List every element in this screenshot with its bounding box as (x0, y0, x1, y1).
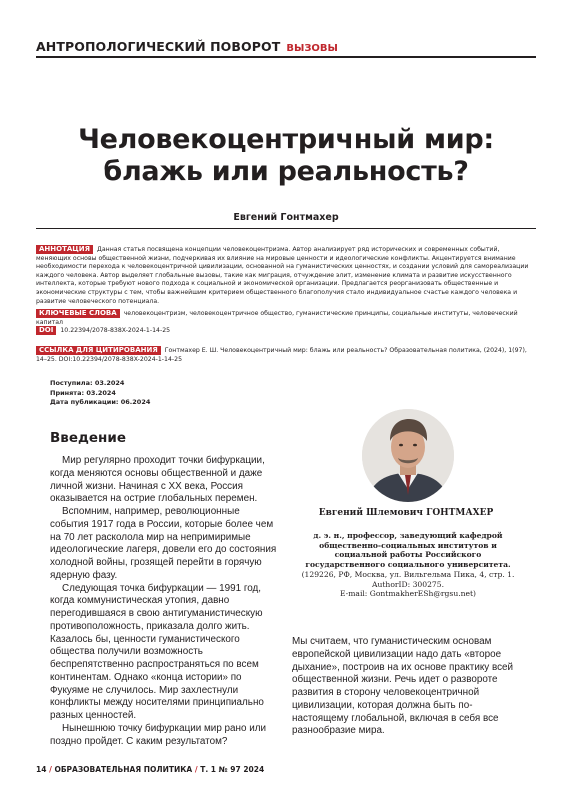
abstract-text: Данная статья посвящена концепции человекоцентризма. Автор анализирует ряд исторических и современных событий, меняющих основы общественной жизни, подчеркивая их влияние на мировые ценности и идеологические конфликты. Акцентируется внимание необходимости перехода к человекоцентричной цивилизации, основанной на гуманистических ценностях, и создании условий для самореализации каждого человека. Автор выделяет глобальные вызовы, такие как миграция, отчуждение элит, изменение климата и развитие искусственного интеллекта, которые требуют нового подхода к социальной и экономической организации. Предлагается реорганизовать общественные и экономические структуры с тем, чтобы важнейшим критерием общественного благополучия стало индивидуальное счастье каждого человека и развитие человеческого потенциала. (36, 246, 529, 305)
abstract-block (36, 245, 536, 306)
paragraph: Нынешнюю точку бифуркации мир рано или поздно пройдет. С каким результатом? (50, 722, 267, 747)
author-bio-email[interactable]: E-mail: GontmakherESh@rgsu.net) (339, 589, 477, 599)
journal-name: ОБРАЗОВАТЕЛЬНАЯ ПОЛИТИКА (54, 765, 193, 774)
doi-block (36, 326, 536, 336)
footer-separator: / (194, 765, 198, 774)
meta-rule (36, 228, 536, 229)
subsection-title: ВЫЗОВЫ (286, 43, 338, 54)
title-line-2: блажь или реальность? (103, 156, 469, 187)
received-date: Поступила: 03.2024 (50, 379, 125, 387)
article-author: Евгений Гонтмахер (233, 212, 339, 223)
keywords-text: человекоцентризм, человекоцентричное общество, гуманистические принципы, социальные институты, человеческий капитал (36, 310, 518, 326)
author-bio-address: (129226, РФ, Москва, ул. Вильгельма Пика, 4, стр. 1. AuthorID: 300275. (301, 569, 515, 589)
paragraph: Следующая точка бифуркации — 1991 год, когда коммунистическая утопия, давно перегодившаяся в свою антигуманистическую противоположность, приказала долго жить. Казалось бы, ценности гуманистического общества получили возможность беспрепятственно распространяться по всем континентам. Однако «конца истории» по Фукуяме не случилось. Мир захлестнули конфликты между носителями принципиально разных ценностей. (50, 582, 264, 721)
footer-separator: / (49, 765, 52, 774)
publication-dates (50, 379, 150, 408)
paragraph: Мир регулярно проходит точки бифуркации, когда меняются основы общественной и даже личной жизни. Начиная с XX века, Россия оказывается на острие глобальных перемен. (50, 455, 265, 505)
doi-text[interactable]: 10.22394/2078-838X-2024-1-14-25 (60, 327, 171, 334)
article-title (36, 124, 536, 188)
author-bio (300, 531, 516, 599)
paragraph: Вспомним, например, революционные события 1917 года в России, которые более чем на 70 лет расколола мир на непримиримые идеологические лагеря, довели его до состояния холодной войны, грозящей перейти в горячую ядерную фазу. (50, 506, 277, 581)
right-column (292, 636, 520, 738)
title-line-1: Человекоцентричный мир: (78, 124, 494, 155)
citation-text: Гонтмахер Е. Ш. Человекоцентричный мир: блажь или реальность? Образовательная политика, (2024), 1(97), 14–25. DOI:10.22394/2078-838X-2024-1-14-25 (36, 347, 527, 363)
issue-number: Т. 1 № 97 (200, 765, 241, 774)
citation-label: ССЫЛКА ДЛЯ ЦИТИРОВАНИЯ (36, 346, 161, 355)
page-number: 14 (36, 765, 47, 774)
author-bio-name: Евгений Шлемович ГОНТМАХЕР (318, 508, 494, 518)
running-header (36, 38, 536, 54)
doi-label: DOI (36, 326, 56, 335)
keywords-block (36, 309, 536, 327)
author-portrait (362, 409, 454, 502)
page-footer (36, 765, 264, 774)
header-rule (36, 56, 536, 58)
intro-heading: Введение (50, 430, 126, 446)
accepted-date: Принята: 03.2024 (50, 388, 116, 397)
abstract-label: АННОТАЦИЯ (36, 245, 93, 254)
published-date: Дата публикации: 06.2024 (50, 398, 151, 406)
keywords-label: КЛЮЧЕВЫЕ СЛОВА (36, 309, 120, 318)
issue-year: 2024 (243, 765, 265, 774)
section-title: АНТРОПОЛОГИЧЕСКИЙ ПОВОРОТ (36, 39, 281, 54)
citation-block (36, 346, 536, 364)
author-bio-title: д. э. н., профессор, заведующий кафедрой общественно-социальных институтов и социальной работы Российского государственного социального университета. (305, 531, 511, 570)
paragraph: Мы считаем, что гуманистическим основам европейской цивилизации надо дать «второе дыхание», построив на их основе практику всей общественной жизни. Речь идет о развороте развития в сторону человекоцентричной цивилизации, которая должна быть по-настоящему глобальной, включая в себя все разнообразие мира. (292, 636, 514, 737)
author-photo (362, 409, 454, 502)
left-column (50, 455, 279, 748)
